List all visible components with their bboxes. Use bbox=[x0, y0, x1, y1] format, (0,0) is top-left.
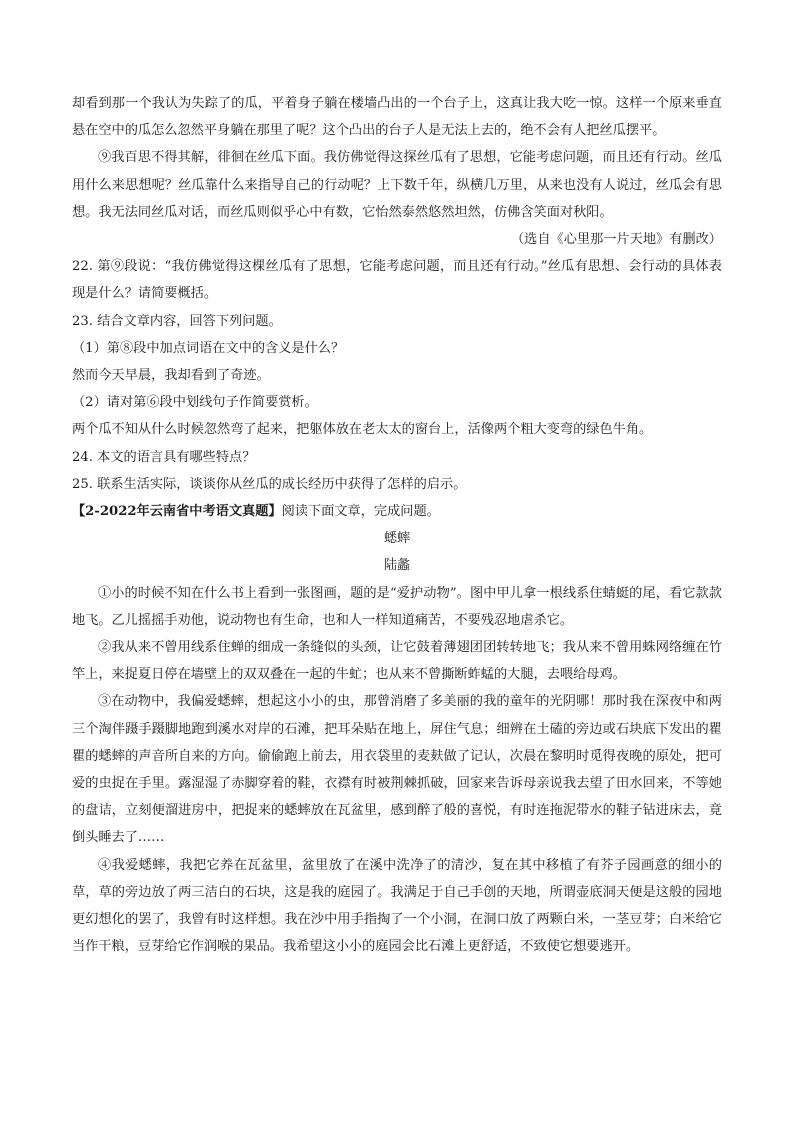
article-paragraph-2: ②我从来不曾用线系住蝉的细成一条缝似的头颈，让它鼓着薄翅团团转转地飞；我从来不曾用蛛网络缠在竹竿上，来捉夏日停在墙壁上的双双叠在一起的牛虻；也从来不曾撕断蚱蜢的大腿，去喂给母鸡。 bbox=[72, 640, 722, 683]
question-23-1: （1）第⑧段中加点词语在文中的含义是什么？ bbox=[72, 340, 345, 356]
section-2-instruction: 阅读下面文章，完成问题。 bbox=[281, 504, 440, 520]
article-author: 陆蠡 bbox=[383, 558, 411, 574]
question-24: 24. 本文的语言具有哪些特点？ bbox=[72, 449, 256, 465]
section-2-heading bbox=[72, 498, 722, 525]
passage-a-paragraph-9: ⑨我百思不得其解，徘徊在丝瓜下面。我仿佛觉得这探丝瓜有了思想，它能考虑问题，而且还有行动。丝瓜用什么来思想呢？丝瓜靠什么来指导自己的行动呢？上下数千年，纵横几万里，从来也没有人说过，丝瓜会有思想。我无法同丝瓜对话，而丝瓜则似乎心中有数，它怡然泰然悠然坦然，仿佛含笑面对秋阳。 bbox=[72, 150, 722, 220]
passage-a-source: （选自《心里那一片天地》有删改） bbox=[511, 232, 722, 248]
document-page bbox=[72, 90, 722, 961]
section-2-label: 【2-2022年云南省中考语文真题】 bbox=[72, 504, 282, 520]
article-paragraph-4: ④我爱蟋蟀，我把它养在瓦盆里，盆里放了在溪中洗净了的清沙，复在其中移植了有芥子园画意的细小的草，草的旁边放了两三洁白的石块，这是我的庭园了。我满足于自己手创的天地，所谓壶底洞天便是这般的园地更幻想化的罢了，我曾有时这样想。我在沙中用手指掏了一个小洞，在洞口放了两颗白米，一茎豆芽；白米给它当作干粮，豆芽给它作润喉的果品。我希望这小小的庭园会比石滩上更舒适，不致使它想要逃开。 bbox=[72, 857, 722, 955]
article-paragraph-3: ③在动物中，我偏爱蟋蟀，想起这小小的虫，那曾消磨了多美丽的我的童年的光阴哪！那时我在深夜中和两三个淘伴蹑手蹑脚地跑到溪水对岸的石滩，把耳朵贴在地上，屏住气息；细辨在土磕的旁边或石块底下发出的瞿瞿的蟋蟀的声音所自来的方向。偷偷跑上前去，用衣袋里的麦麸做了记认，次晨在黎明时觅得夜晚的原处，把可爱的虫捉在手里。露湿湿了赤脚穿着的鞋，衣襟有时被荆棘抓破，回家来告诉母亲说我去望了田水回来，不等她的盘诘，立刻便溜进房中，把捉来的蟋蟀放在瓦盆里，感到醉了般的喜悦，有时连拖泥带水的鞋子钻进床去，竟倒头睡去了…… bbox=[72, 694, 722, 846]
question-23-2-quote: 两个瓜不知从什么时候忽然弯了起来，把躯体放在老太太的窗台上，活像两个粗大变弯的绿色牛角。 bbox=[72, 422, 653, 438]
article-paragraph-1: ①小的时候不知在什么书上看到一张图画，题的是“爱护动物”。图中甲儿拿一根线系住蜻蜓的尾，看它款款地飞。乙儿摇摇手劝他，说动物也有生命，也和人一样知道痛苦，不要残忍地虐杀它。 bbox=[72, 585, 722, 628]
question-23: 23. 结合文章内容，回答下列问题。 bbox=[72, 313, 282, 329]
question-22: 22. 第⑨段说：“我仿佛觉得这棵丝瓜有了思想，它能考虑问题，而且还有行动。”丝瓜有思想、会行动的具体表现是什么？请简要概括。 bbox=[72, 259, 722, 302]
question-23-2: （2）请对第⑥段中划线句子作简要赏析。 bbox=[72, 395, 318, 411]
question-23-1-quote: 然而今天早晨，我却看到了奇迹。 bbox=[72, 368, 270, 384]
passage-a-paragraph-8-end: 却看到那一个我认为失踪了的瓜，平着身子躺在楼墙凸出的一个台子上，这真让我大吃一惊。这样一个原来垂直悬在空中的瓜怎么忽然平身躺在那里了呢？这个凸出的台子人是无法上去的，绝不会有人把丝瓜摆平。 bbox=[72, 96, 722, 139]
article-title: 蟋蟀 bbox=[383, 531, 411, 547]
question-25: 25. 联系生活实际，谈谈你从丝瓜的成长经历中获得了怎样的启示。 bbox=[72, 476, 467, 492]
